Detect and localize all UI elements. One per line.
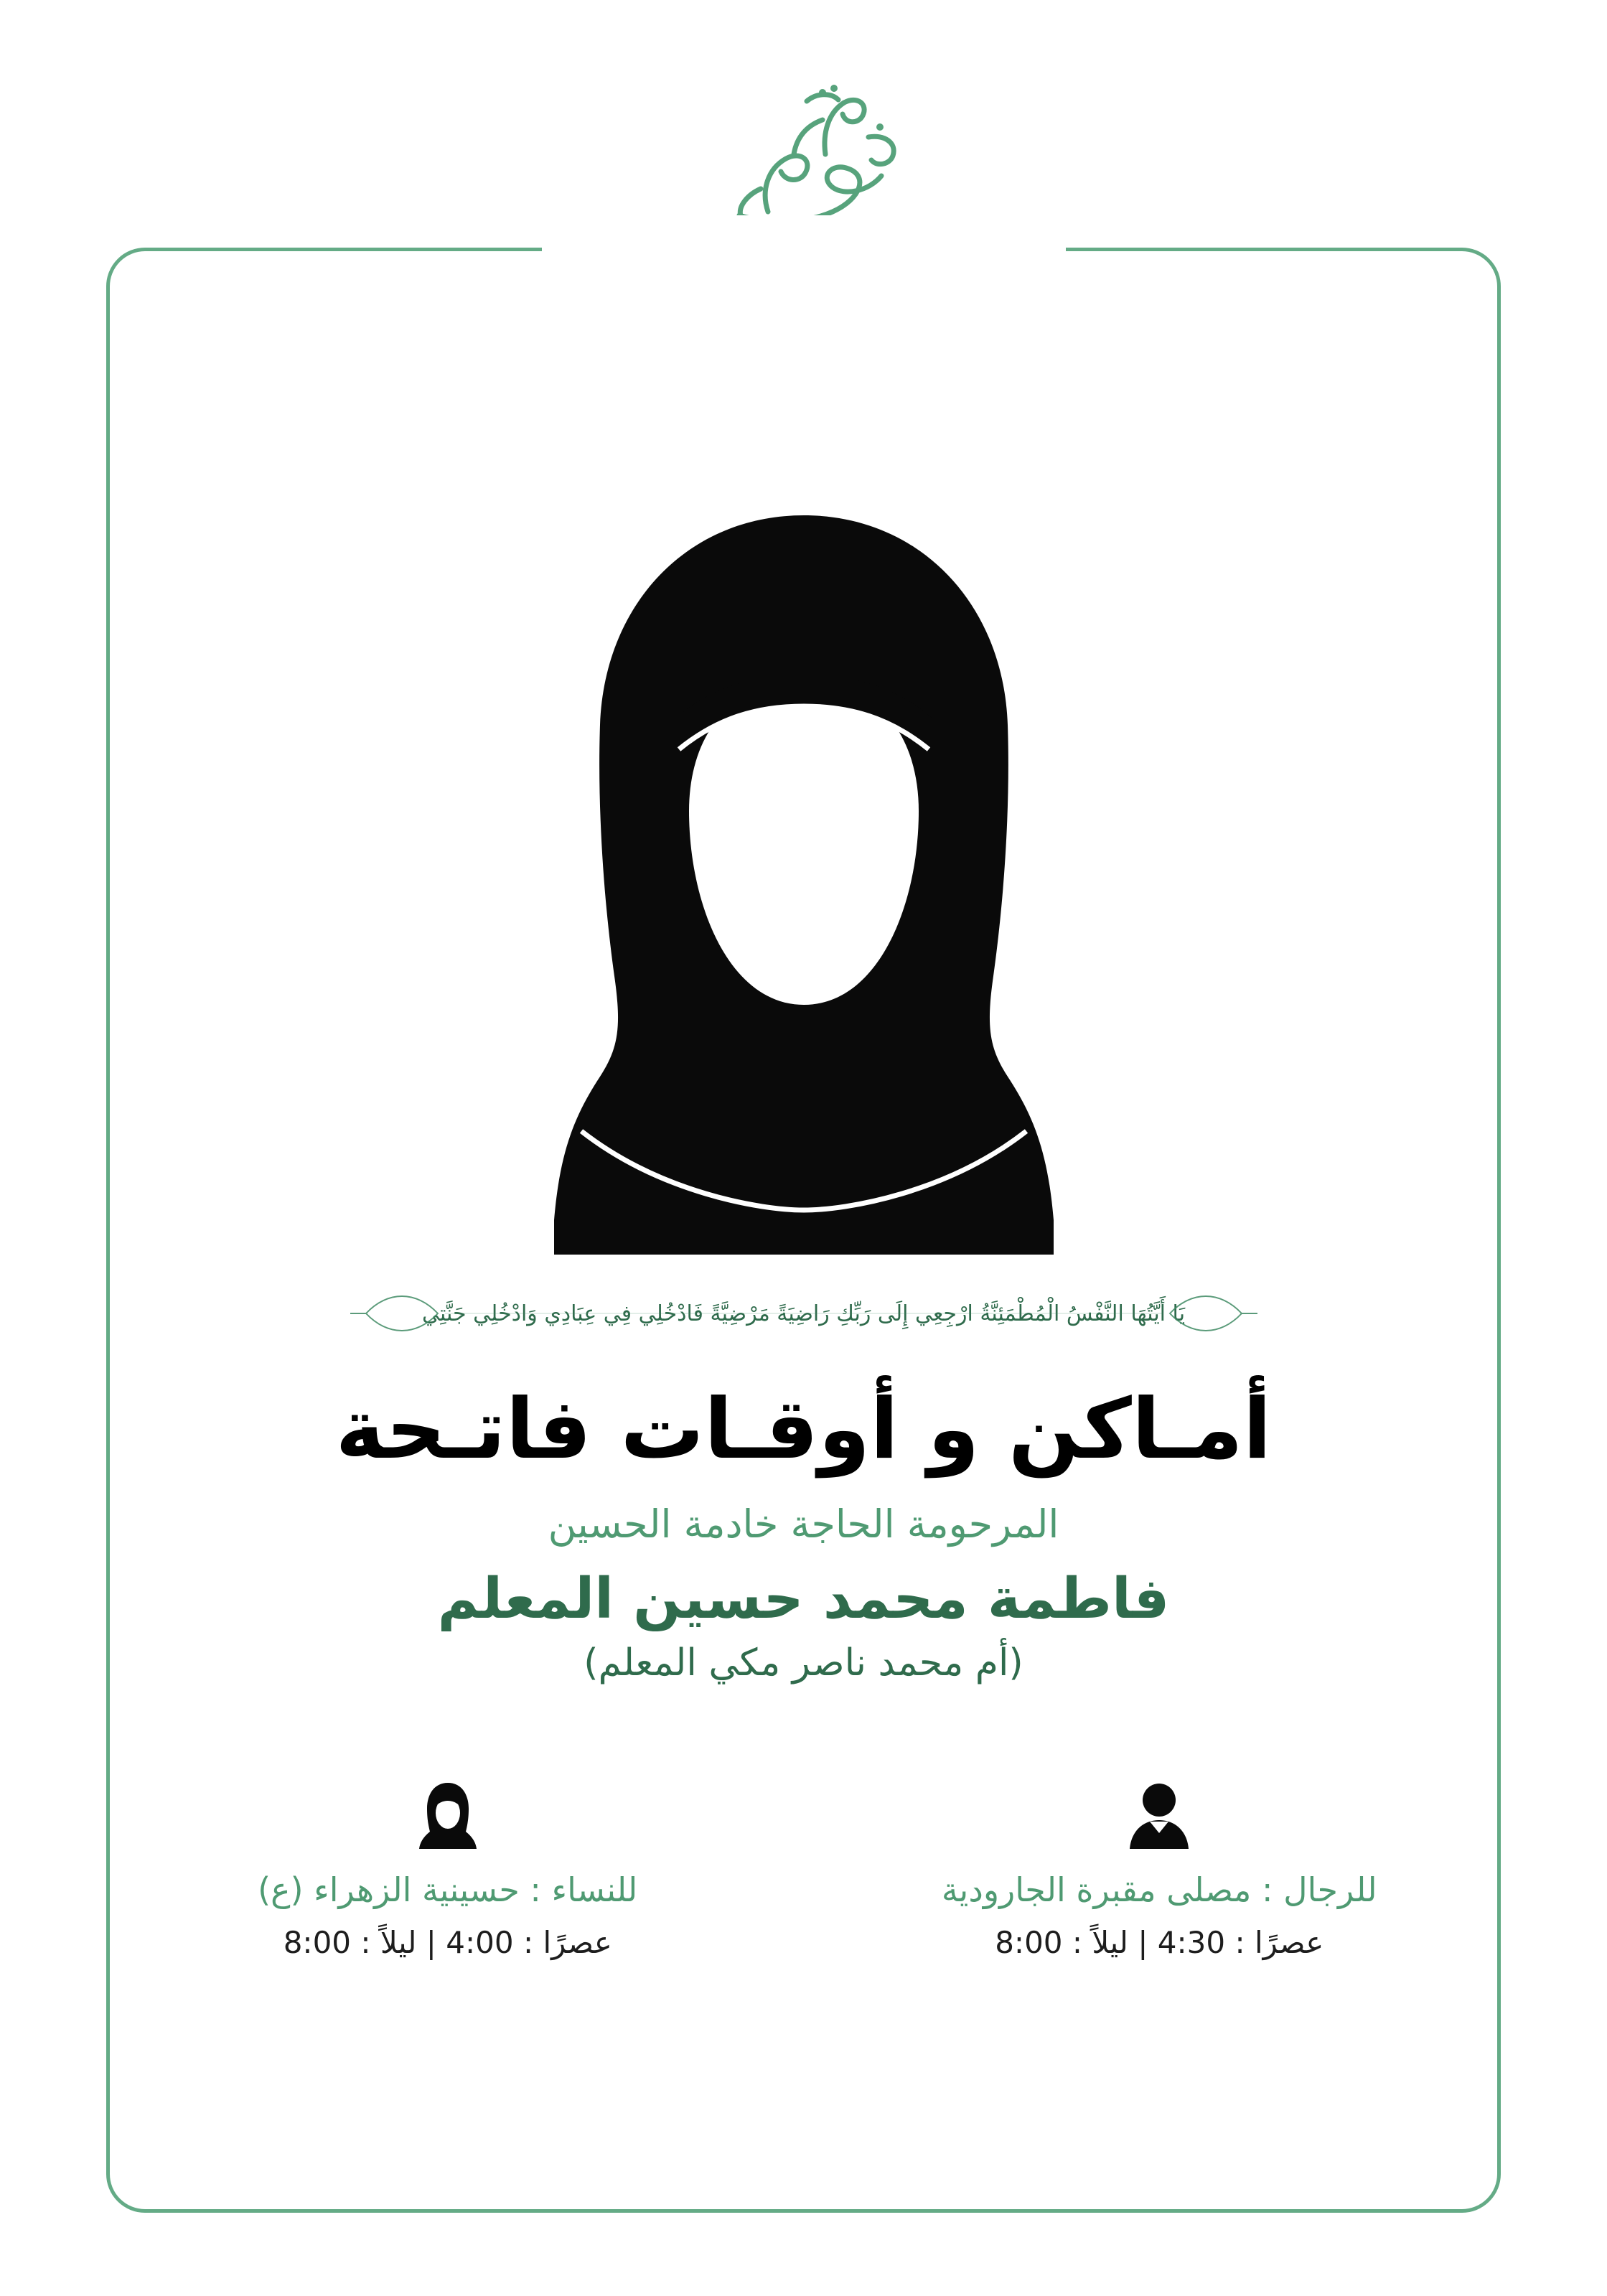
deceased-portrait-silhouette — [474, 502, 1134, 1263]
man-avatar-icon — [1128, 1781, 1190, 1850]
women-label: للنساء : — [530, 1870, 638, 1909]
deceased-honorific: المرحومة الحاجة خادمة الحسين — [548, 1501, 1059, 1547]
woman-avatar-icon-wrap — [106, 1780, 790, 1852]
venues-section — [106, 1780, 1501, 1960]
women-times: عصرًا : 4:00 | ليلاً : 8:00 — [283, 1925, 612, 1960]
veiled-woman-silhouette-icon — [474, 502, 1134, 1263]
headings-block — [0, 1382, 1607, 1684]
women-venue: حسينية الزهراء (ع) — [258, 1870, 520, 1909]
ayah-text: يَا أَيَّتُهَا النَّفْسُ الْمُطْمَئِنَّةُ ارْجِعِي إِلَى رَبِّكِ رَاضِيَةً مَرْضِيَّةً فَادْخُلِي فِي عِبَادِي وَادْخُلِي جَنَّتِي — [421, 1301, 1186, 1326]
women-venue-column — [106, 1780, 790, 1960]
column-gap — [790, 1780, 818, 1960]
quran-ayah-band — [337, 1267, 1270, 1360]
men-venue-column — [818, 1780, 1501, 1960]
ornament-flourish-icon — [337, 1270, 1270, 1356]
men-venue: مصلى مقبرة الجارودية — [941, 1870, 1252, 1909]
deceased-alias: (أم محمد ناصر مكي المعلم) — [584, 1641, 1023, 1685]
page-title: أمـاكن و أوقـات فاتـحة — [335, 1381, 1272, 1478]
men-label: للرجال : — [1262, 1870, 1377, 1909]
men-venue-line — [818, 1870, 1501, 1909]
women-venue-line — [106, 1870, 790, 1909]
woman-avatar-icon — [417, 1781, 479, 1850]
frame-top-notch — [542, 215, 1066, 287]
men-times: عصرًا : 4:30 | ليلاً : 8:00 — [995, 1925, 1324, 1960]
deceased-name: فاطمة محمد حسين المعلم — [437, 1567, 1170, 1632]
man-avatar-icon-wrap — [818, 1780, 1501, 1852]
